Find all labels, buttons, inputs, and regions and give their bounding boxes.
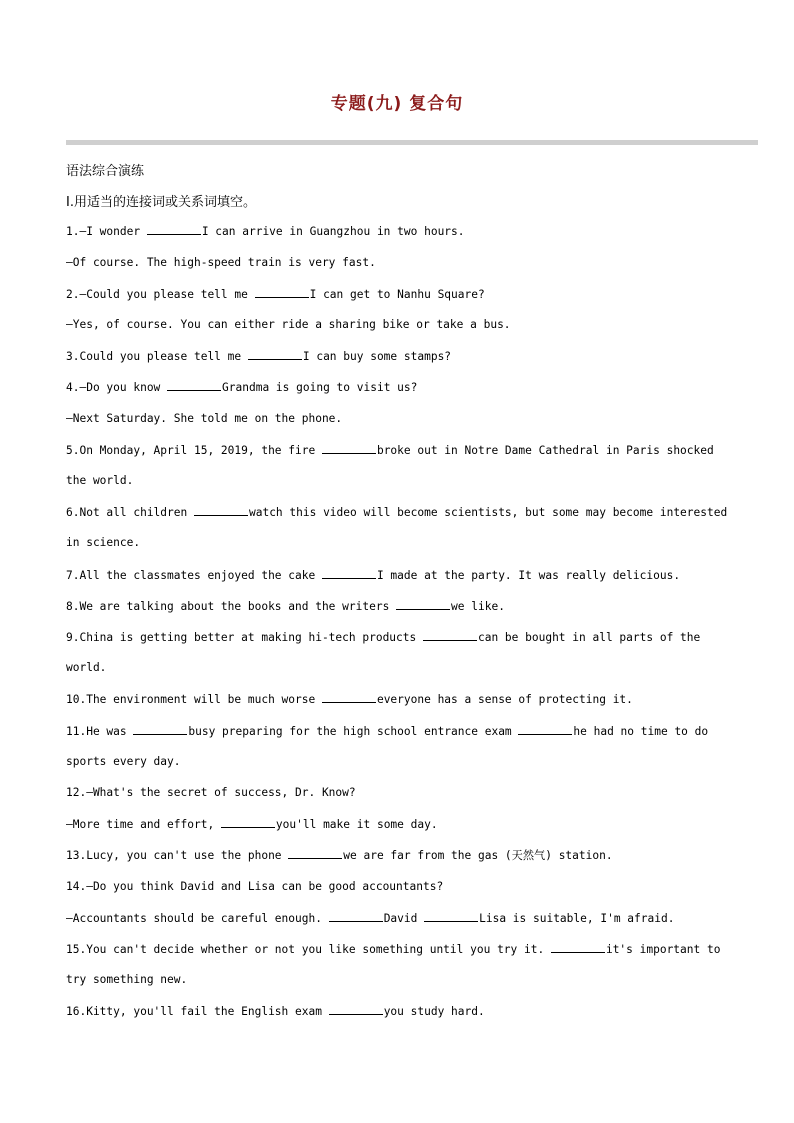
line-text: 10.The environment will be much worse bbox=[66, 693, 322, 706]
line-text: world. bbox=[66, 661, 107, 674]
line-text: the world. bbox=[66, 474, 134, 487]
answer-blank[interactable] bbox=[248, 348, 302, 360]
line-text-continued: busy preparing for the high school entrance exam bbox=[188, 725, 519, 738]
line-text: 7.All the classmates enjoyed the cake bbox=[66, 569, 322, 582]
exercise-line bbox=[66, 442, 728, 459]
answer-blank[interactable] bbox=[167, 379, 221, 391]
line-text-end: Lisa is suitable, I'm afraid. bbox=[479, 912, 675, 925]
exercise-line bbox=[66, 879, 728, 895]
line-text: 15.You can't decide whether or not you like something until you try it. bbox=[66, 943, 551, 956]
exercise-line bbox=[66, 847, 728, 864]
line-text: —More time and effort, bbox=[66, 818, 221, 831]
line-text: 5.On Monday, April 15, 2019, the fire bbox=[66, 444, 322, 457]
answer-blank[interactable] bbox=[396, 598, 450, 610]
answer-blank[interactable] bbox=[288, 847, 342, 859]
line-text: 13.Lucy, you can't use the phone bbox=[66, 849, 289, 862]
exercise-line bbox=[66, 660, 728, 676]
line-text: —Next Saturday. She told me on the phone. bbox=[66, 412, 343, 425]
line-text: try something new. bbox=[66, 973, 188, 986]
line-text-continued: David bbox=[383, 912, 425, 925]
answer-blank[interactable] bbox=[255, 286, 309, 298]
exercise-line bbox=[66, 286, 728, 303]
exercise-line bbox=[66, 941, 728, 958]
answer-blank[interactable] bbox=[424, 910, 478, 922]
line-text-continued: I can get to Nanhu Square? bbox=[309, 288, 485, 301]
answer-blank[interactable] bbox=[329, 910, 383, 922]
line-text-continued: we like. bbox=[451, 600, 505, 613]
exercise-line bbox=[66, 1003, 728, 1020]
answer-blank[interactable] bbox=[194, 504, 248, 516]
line-text-continued: Grandma is going to visit us? bbox=[222, 381, 418, 394]
answer-blank[interactable] bbox=[322, 442, 376, 454]
exercise-line bbox=[66, 379, 728, 396]
line-text: 9.China is getting better at making hi-tech products bbox=[66, 631, 423, 644]
answer-blank[interactable] bbox=[518, 723, 572, 735]
line-text-continued: you study hard. bbox=[383, 1005, 485, 1018]
title-divider bbox=[66, 140, 758, 145]
line-text-continued: it's important to bbox=[605, 943, 721, 956]
answer-blank[interactable] bbox=[423, 629, 477, 641]
page-title: 专题(九) 复合句 bbox=[330, 94, 464, 114]
line-text: 3.Could you please tell me bbox=[66, 350, 248, 363]
exercise-line bbox=[66, 255, 728, 271]
line-text: 6.Not all children bbox=[66, 506, 194, 519]
line-text: 8.We are talking about the books and the writers bbox=[66, 600, 397, 613]
answer-blank[interactable] bbox=[322, 691, 376, 703]
line-text-end: he had no time to do bbox=[573, 725, 709, 738]
line-text-continued: I can arrive in Guangzhou in two hours. bbox=[201, 225, 465, 238]
exercise-line bbox=[66, 691, 728, 708]
exercise-line bbox=[66, 535, 728, 551]
answer-blank[interactable] bbox=[551, 941, 605, 953]
line-text-continued: can be bought in all parts of the bbox=[477, 631, 701, 644]
line-text: sports every day. bbox=[66, 755, 181, 768]
line-text-continued: I made at the party. It was really delicious. bbox=[376, 569, 681, 582]
line-text: in science. bbox=[66, 536, 141, 549]
part-heading: Ⅰ.用适当的连接词或关系词填空。 bbox=[66, 195, 256, 210]
line-text: —Of course. The high-speed train is very fast. bbox=[66, 256, 376, 269]
exercise-line bbox=[66, 473, 728, 489]
exercise-line bbox=[66, 411, 728, 427]
line-text: —Yes, of course. You can either ride a sharing bike or take a bus. bbox=[66, 318, 511, 331]
exercise-line bbox=[66, 317, 728, 333]
line-text-continued: everyone has a sense of protecting it. bbox=[376, 693, 633, 706]
exercise-line bbox=[66, 972, 728, 988]
answer-blank[interactable] bbox=[133, 723, 187, 735]
exercise-line bbox=[66, 598, 728, 615]
answer-blank[interactable] bbox=[147, 223, 201, 235]
line-text: 16.Kitty, you'll fail the English exam bbox=[66, 1005, 329, 1018]
exercise-line bbox=[66, 223, 728, 240]
line-text-continued: you'll make it some day. bbox=[275, 818, 438, 831]
line-text-continued: watch this video will become scientists, but some may become interested bbox=[248, 506, 728, 519]
exercise-line bbox=[66, 816, 728, 833]
line-text: 14.—Do you think David and Lisa can be good accountants? bbox=[66, 880, 444, 893]
answer-blank[interactable] bbox=[322, 567, 376, 579]
line-text: —Accountants should be careful enough. bbox=[66, 912, 329, 925]
line-text-continued: we are far from the gas (天然气) station. bbox=[343, 849, 613, 862]
line-text: 4.—Do you know bbox=[66, 381, 168, 394]
section-heading: 语法综合演练 bbox=[66, 164, 145, 179]
line-text: 1.—I wonder bbox=[66, 225, 147, 238]
exercise-line bbox=[66, 785, 728, 801]
line-text: 2.—Could you please tell me bbox=[66, 288, 255, 301]
exercise-line bbox=[66, 754, 728, 770]
line-text-continued: broke out in Notre Dame Cathedral in Paris shocked bbox=[376, 444, 714, 457]
answer-blank[interactable] bbox=[221, 816, 275, 828]
exercise-line bbox=[66, 723, 728, 740]
answer-blank[interactable] bbox=[329, 1003, 383, 1015]
exercise-line bbox=[66, 567, 728, 584]
exercise-line bbox=[66, 348, 728, 365]
exercise-line bbox=[66, 504, 728, 521]
line-text-continued: I can buy some stamps? bbox=[302, 350, 452, 363]
line-text: 12.—What's the secret of success, Dr. Know? bbox=[66, 786, 356, 799]
exercise-line bbox=[66, 910, 728, 927]
line-text: 11.He was bbox=[66, 725, 134, 738]
exercise-line bbox=[66, 629, 728, 646]
